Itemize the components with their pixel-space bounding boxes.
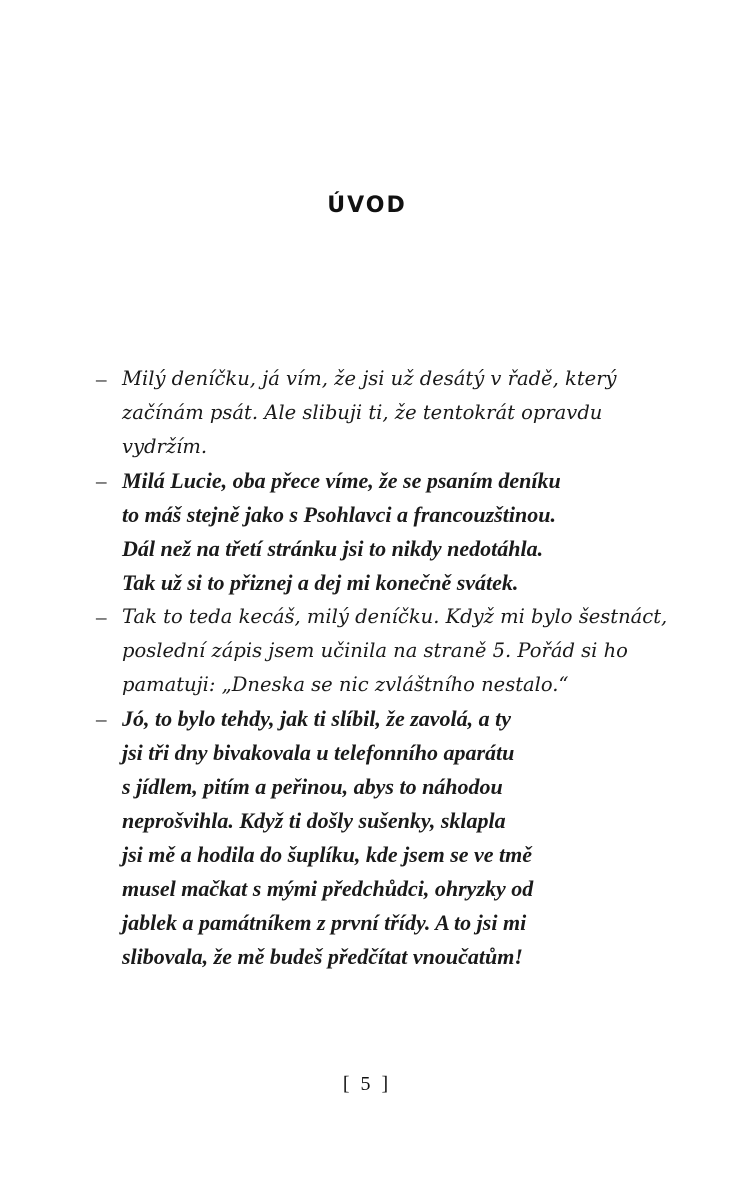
text-line: Tak už si to přiznej a dej mi konečně svátek.: [122, 570, 519, 595]
dialogue-text: [122, 600, 667, 702]
dialogue-dash: –: [96, 605, 107, 629]
chapter-title: ÚVOD: [327, 193, 407, 218]
dialogue-dash: –: [96, 707, 107, 731]
text-line: vydržím.: [122, 435, 208, 458]
page-number: [ 5 ]: [342, 1073, 392, 1095]
text-line: pamatuji: „Dneska se nic zvláštního nestalo.“: [122, 673, 569, 696]
dialogue-dash: –: [96, 469, 107, 493]
text-line: Jó, to bylo tehdy, jak ti slíbil, že zavolá, a ty: [122, 706, 512, 731]
dialogue-entry-reply-2: [96, 702, 656, 974]
text-line: Tak to teda kecáš, milý deníčku. Když mi bylo šestnáct,: [122, 605, 668, 628]
text-line: Milý deníčku, já vím, že jsi už desátý v řadě, který: [122, 367, 617, 390]
text-line: Dál než na třetí stránku jsi to nikdy nedotáhla.: [122, 536, 544, 561]
text-line: poslední zápis jsem učinila na straně 5. Pořád si ho: [122, 639, 628, 662]
text-line: začínám psát. Ale slibuji ti, že tentokrát opravdu: [122, 401, 603, 424]
dialogue-entry-diary-2: [96, 600, 668, 702]
text-line: slibovala, že mě budeš předčítat vnoučatům!: [122, 944, 523, 969]
dialogue-text: [122, 362, 656, 464]
dialogue-dash: –: [96, 367, 107, 391]
text-line: to máš stejně jako s Psohlavci a francouzštinou.: [122, 502, 556, 527]
text-line: Milá Lucie, oba přece víme, že se psaním deníku: [122, 468, 561, 493]
dialogue-entry-reply-1: [96, 464, 656, 600]
text-line: s jídlem, pitím a peřinou, abys to náhodou: [122, 774, 503, 799]
dialogue-text: [122, 702, 656, 974]
text-line: jablek a památníkem z první třídy. A to jsi mi: [122, 910, 527, 935]
dialogue-entry-diary-1: [96, 362, 656, 464]
dialogue-text: [122, 464, 656, 600]
text-line: neprošvihla. Když ti došly sušenky, sklapla: [122, 808, 506, 833]
dialogue: [96, 362, 668, 974]
text-line: jsi tři dny bivakovala u telefonního aparátu: [122, 740, 515, 765]
text-line: musel mačkat s mými předchůdci, ohryzky od: [122, 876, 534, 901]
text-line: jsi mě a hodila do šuplíku, kde jsem se ve tmě: [122, 842, 533, 867]
